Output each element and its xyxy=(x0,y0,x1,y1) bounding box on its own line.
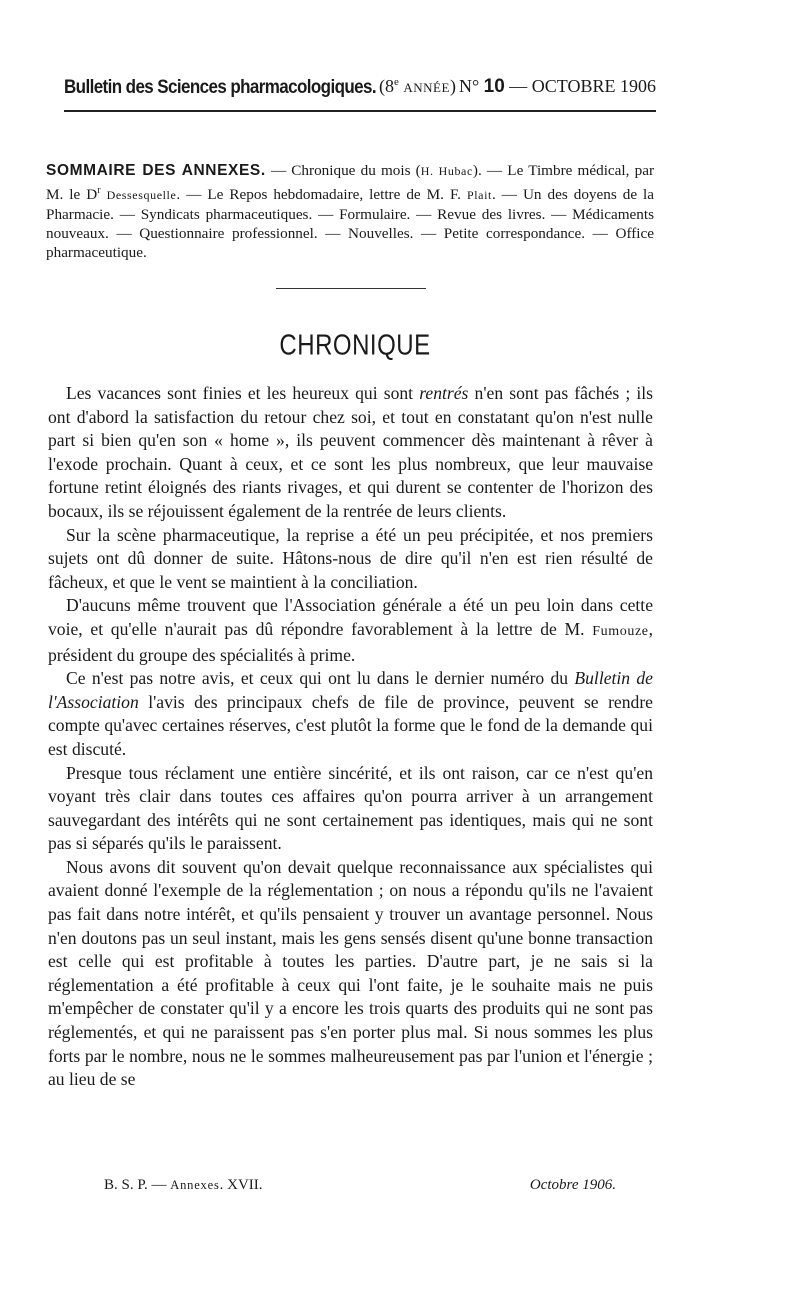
summary-heading: SOMMAIRE DES ANNEXES. xyxy=(46,162,266,179)
footer-signature: B. S. P. — Annexes. XVII. xyxy=(104,1177,263,1193)
section-divider xyxy=(276,288,426,289)
running-header xyxy=(64,76,656,106)
footer-date: Octobre 1906. xyxy=(529,1177,616,1193)
summary-block: SOMMAIRE DES ANNEXES. — Chronique du mois (H. Hubac). — Le Timbre médical, par M. le $D^r$ Dessesquelle. — Le Repos hebdomadaire, lettre de M. F. Plait. — Un des doyens de la Pharmacie. — Syndicats pharmaceutiques. — Formulaire. — Revue des livres. — Médicaments nouveaux. — Questionnaire professionnel. — Nouvelles. — Petite correspondance. — Office pharmaceutique. xyxy=(46,162,655,262)
article-body xyxy=(48,382,653,1092)
paragraph: D'aucuns même trouvent que l'Association générale a été un peu loin dans cette voie, et qu'elle n'aurait pas dû répondre favorablement à la lettre de M. Fumouze, président du groupe des spécialités à prime. xyxy=(48,595,653,665)
issue-number: N° 10 — OCTOBRE 1906 xyxy=(458,76,656,97)
paragraph: Les vacances sont finies et les heureux qui sont rentrés n'en sont pas fâchés ; ils ont d'abord la satisfaction du retour chez soi, et tout en constatant qu'on n'est nulle part si bien qu'en son « home », ils peuvent commencer dès maintenant à rêver à l'exode prochain. Quant à ceux, et ce sont les plus nombreux, que leur mauvaise fortune retint éloignés des riants rivages, et qui durent se contenter de l'horizon des bocaux, ils se réjouissent également de la rentrée de leurs clients. xyxy=(48,383,654,521)
author-name: Plait xyxy=(466,188,492,203)
person-name: Fumouze xyxy=(592,623,649,639)
paragraph: Ce n'est pas notre avis, et ceux qui ont lu dans le dernier numéro du Bulletin de l'Association l'avis des principaux chefs de file de province, peuvent se rendre compte qu'avec certaines réserves, c'est plutôt la forme que le fond de la demande qui est discuté. xyxy=(48,668,653,759)
paragraph: Nous avons dit souvent qu'on devait quelque reconnaissance aux spécialistes qui avaient donné l'exemple de la réglementation ; on nous a répondu qu'ils ne l'avaient pas fait dans notre intérêt, et qu'ils pensaient y trouver un avantage personnel. Nous n'en doutons pas un seul instant, mais les gens sensés disent qu'une bonne transaction est celle qui est profitable à toutes les parties. D'autre part, je ne sais si la réglementation a été profitable à ceux qui l'ont faite, je le souhaite mais ne puis m'empêcher de constater qu'il y a encore les trois quarts des produits qui ne sont pas réglementés, et qui ne paraissent pas s'en porter plus mal. Si nous sommes les plus forts par le nombre, nous ne le sommes malheureusement pas par l'union et l'énergie ; au lieu de se xyxy=(48,856,653,1090)
paragraph: Presque tous réclament une entière sincérité, et ils ont raison, car ce n'est qu'en voyant très clair dans toutes ces affaires qu'on pourra arriver à un arrangement sauvegardant des intérêts qui ne sont certainement pas identiques, mais qui ne sont pas si séparés qu'ils le paraissent. xyxy=(48,762,653,854)
paragraph: Sur la scène pharmaceutique, la reprise a été un peu précipitée, et nos premiers sujets ont dû donner de suite. Hâtons-nous de dire qu'il n'en est rien résulté de fâcheux, et que le vent se maintient à la conciliation. xyxy=(48,524,653,592)
header-rule xyxy=(64,110,656,112)
journal-title: Bulletin des Sciences pharmacologiques. xyxy=(64,75,376,98)
author-name: Dessesquelle xyxy=(106,188,177,203)
page-footer xyxy=(104,1177,616,1194)
volume-year: (8e ANNÉE) xyxy=(379,76,456,96)
publication-title: Bulletin de l'Association xyxy=(48,668,653,712)
section-title: CHRONIQUE xyxy=(279,329,431,362)
author-name: H. Hubac xyxy=(420,164,473,178)
